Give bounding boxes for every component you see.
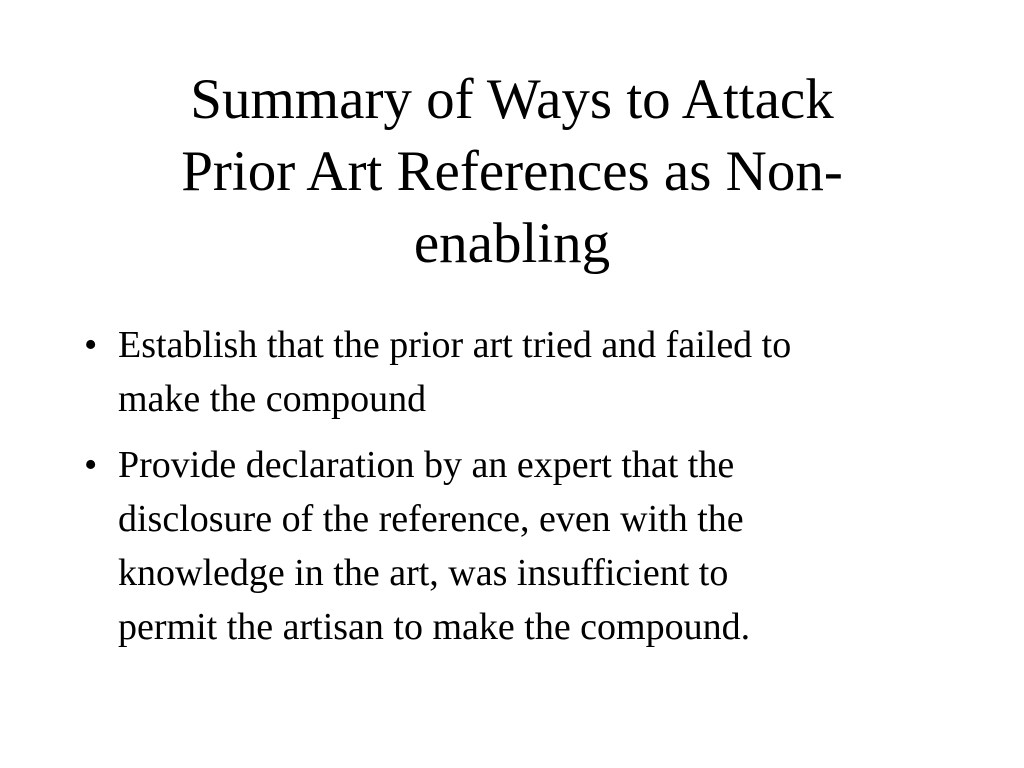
bullet-text-line: make the compound: [118, 378, 427, 420]
bullet-text-line: disclosure of the reference, even with the: [118, 498, 744, 540]
title-line: enabling: [413, 212, 611, 275]
bullet-item: [84, 438, 964, 654]
bullet-text-line: Provide declaration by an expert that the: [118, 444, 735, 486]
bullet-list: [84, 318, 964, 666]
title-line: Prior Art References as Non-: [181, 140, 843, 203]
bullet-icon: •: [84, 324, 98, 366]
title-line: Summary of Ways to Attack: [190, 68, 834, 131]
bullet-text-line: Establish that the prior art tried and failed to: [118, 324, 792, 366]
bullet-icon: •: [84, 444, 98, 486]
bullet-text-line: permit the artisan to make the compound.: [118, 606, 751, 648]
slide-title: [90, 64, 934, 280]
bullet-text-line: knowledge in the art, was insufficient to: [118, 552, 729, 594]
bullet-item: [84, 318, 964, 426]
